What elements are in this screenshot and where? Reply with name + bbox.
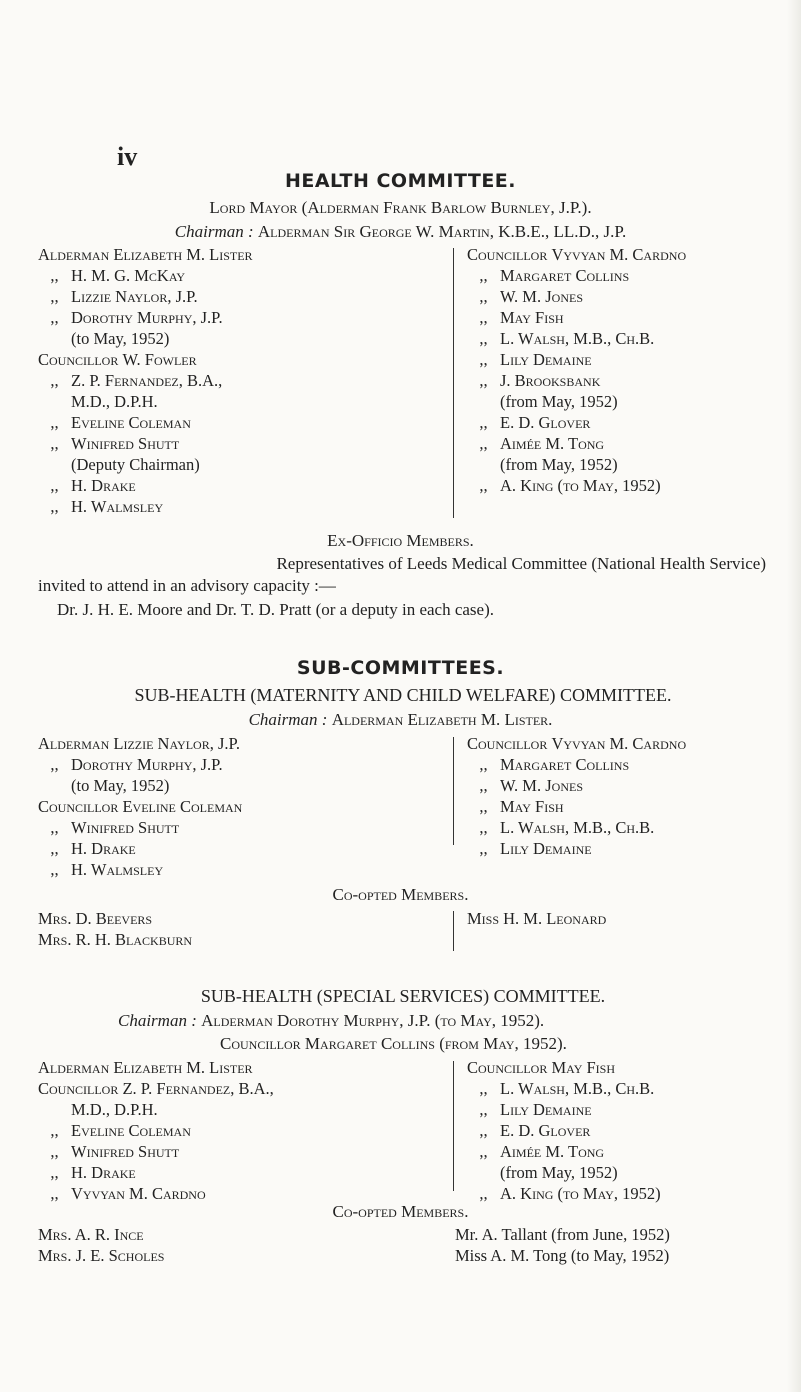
co-opted-member: Miss H. M. Leonard bbox=[467, 909, 607, 928]
member-row: ,, Dorothy Murphy, J.P. bbox=[50, 308, 223, 327]
co-opted-member: Mrs. D. Beevers bbox=[38, 909, 153, 928]
column-divider bbox=[453, 248, 454, 518]
special-co-opted-heading: Co-opted Members. bbox=[332, 1202, 469, 1221]
chairman-label: Chairman : bbox=[118, 1011, 197, 1030]
member-row: Councillor Z. P. Fernandez, B.A., bbox=[38, 1079, 274, 1098]
member-row: ,, Eveline Coleman bbox=[50, 1121, 191, 1140]
chairman-name: Alderman Sir George W. Martin, K.B.E., LL.D., J.P. bbox=[257, 222, 627, 241]
representatives-line-1: Representatives of Leeds Medical Committee (National Health Service) bbox=[276, 554, 766, 573]
member-row: Councillor May Fish bbox=[467, 1058, 616, 1077]
member-row: ,, L. Walsh, M.B., Ch.B. bbox=[479, 1079, 655, 1098]
representatives-line-3: Dr. J. H. E. Moore and Dr. T. D. Pratt (or a deputy in each case). bbox=[57, 600, 495, 619]
maternity-right-column bbox=[467, 733, 686, 859]
member-row: ,, H. Walmsley bbox=[50, 497, 164, 516]
member-note: (from May, 1952) bbox=[500, 392, 618, 411]
member-note: (from May, 1952) bbox=[500, 455, 618, 474]
member-row: ,, W. M. Jones bbox=[479, 287, 583, 306]
maternity-co-opted-right bbox=[467, 908, 606, 929]
member-row: Alderman Elizabeth M. Lister bbox=[38, 245, 253, 264]
maternity-left-column bbox=[38, 733, 242, 880]
member-row: ,, Lily Demaine bbox=[479, 350, 592, 369]
member-row: ,, Winifred Shutt bbox=[50, 818, 180, 837]
member-row: ,, Z. P. Fernandez, B.A., bbox=[50, 371, 223, 390]
member-row: ,, E. D. Glover bbox=[479, 413, 591, 432]
member-row: ,, A. King (to May, 1952) bbox=[479, 1184, 661, 1203]
member-row: ,, Winifred Shutt bbox=[50, 1142, 180, 1161]
member-row: Councillor Eveline Coleman bbox=[38, 797, 243, 816]
maternity-chairman-line bbox=[0, 709, 801, 730]
member-row: ,, J. Brooksbank bbox=[479, 371, 601, 390]
member-row: ,, H. Drake bbox=[50, 839, 136, 858]
co-opted-member: Mrs. R. H. Blackburn bbox=[38, 930, 193, 949]
member-note: M.D., D.P.H. bbox=[71, 1100, 158, 1119]
special-chairman-line bbox=[118, 1010, 544, 1031]
lord-mayor-line: Lord Mayor (Alderman Frank Barlow Burnley, J.P.). bbox=[209, 198, 592, 217]
member-row: ,, Vyvyan M. Cardno bbox=[50, 1184, 206, 1203]
column-divider bbox=[453, 737, 454, 845]
maternity-co-opted-heading: Co-opted Members. bbox=[332, 885, 469, 904]
member-row: ,, Lily Demaine bbox=[479, 839, 592, 858]
member-row: ,, Margaret Collins bbox=[479, 755, 630, 774]
member-row: ,, Lily Demaine bbox=[479, 1100, 592, 1119]
member-row: ,, Winifred Shutt bbox=[50, 434, 180, 453]
member-row: Alderman Lizzie Naylor, J.P. bbox=[38, 734, 240, 753]
member-row: ,, L. Walsh, M.B., Ch.B. bbox=[479, 329, 655, 348]
member-row: ,, H. Drake bbox=[50, 476, 136, 495]
member-row: Alderman Elizabeth M. Lister bbox=[38, 1058, 253, 1077]
chairman-label: Chairman : bbox=[248, 710, 328, 729]
member-row: ,, Margaret Collins bbox=[479, 266, 630, 285]
co-opted-member: Mrs. J. E. Scholes bbox=[38, 1246, 165, 1265]
member-row: ,, May Fish bbox=[479, 308, 564, 327]
special-co-opted-left bbox=[38, 1224, 164, 1266]
co-opted-member: Miss A. M. Tong (to May, 1952) bbox=[455, 1246, 670, 1265]
member-row: ,, A. King (to May, 1952) bbox=[479, 476, 661, 495]
member-note: (to May, 1952) bbox=[71, 329, 170, 348]
chairman-label: Chairman : bbox=[174, 222, 254, 241]
maternity-co-opted-left bbox=[38, 908, 192, 950]
maternity-title: SUB-HEALTH (MATERNITY AND CHILD WELFARE) COMMITTEE. bbox=[134, 685, 672, 705]
page-number: iv bbox=[117, 142, 138, 171]
representatives-line-2: invited to attend in an advisory capacity :— bbox=[38, 576, 336, 595]
member-row: ,, H. Drake bbox=[50, 1163, 136, 1182]
co-opted-member: Mr. A. Tallant (from June, 1952) bbox=[455, 1225, 670, 1244]
special-right-column bbox=[467, 1057, 661, 1204]
member-note: (Deputy Chairman) bbox=[71, 455, 200, 474]
special-co-opted-right bbox=[455, 1224, 670, 1266]
special-services-title: SUB-HEALTH (SPECIAL SERVICES) COMMITTEE. bbox=[200, 986, 606, 1006]
member-row: ,, Lizzie Naylor, J.P. bbox=[50, 287, 198, 306]
column-divider bbox=[453, 911, 454, 951]
health-left-column bbox=[38, 244, 253, 517]
member-row: Councillor W. Fowler bbox=[38, 350, 197, 369]
member-note: M.D., D.P.H. bbox=[71, 392, 158, 411]
member-row: ,, H. M. G. McKay bbox=[50, 266, 186, 285]
column-divider bbox=[453, 1061, 454, 1191]
health-committee-heading: HEALTH COMMITTEE. bbox=[284, 170, 517, 192]
special-chairman-line-2: Councillor Margaret Collins (from May, 1952). bbox=[220, 1034, 567, 1053]
health-right-column bbox=[467, 244, 686, 496]
member-row: ,, E. D. Glover bbox=[479, 1121, 591, 1140]
special-left-column bbox=[38, 1057, 274, 1204]
chairman-name: Alderman Elizabeth M. Lister. bbox=[331, 710, 553, 729]
ex-officio-heading: Ex-Officio Members. bbox=[327, 531, 474, 550]
member-row: Councillor Vyvyan M. Cardno bbox=[467, 734, 687, 753]
member-note: (to May, 1952) bbox=[71, 776, 170, 795]
chairman-line bbox=[0, 221, 801, 242]
co-opted-member: Mrs. A. R. Ince bbox=[38, 1225, 144, 1244]
member-row: ,, Dorothy Murphy, J.P. bbox=[50, 755, 223, 774]
member-note: (from May, 1952) bbox=[500, 1163, 618, 1182]
sub-committees-heading: SUB-COMMITTEES. bbox=[296, 657, 505, 679]
member-row: ,, L. Walsh, M.B., Ch.B. bbox=[479, 818, 655, 837]
member-row: ,, H. Walmsley bbox=[50, 860, 164, 879]
member-row: ,, May Fish bbox=[479, 797, 564, 816]
member-row: ,, Eveline Coleman bbox=[50, 413, 191, 432]
member-row: Councillor Vyvyan M. Cardno bbox=[467, 245, 687, 264]
member-row: ,, W. M. Jones bbox=[479, 776, 583, 795]
chairman-name: Alderman Dorothy Murphy, J.P. (to May, 1952). bbox=[201, 1011, 545, 1030]
member-row: ,, Aimée M. Tong bbox=[479, 434, 605, 453]
member-row: ,, Aimée M. Tong bbox=[479, 1142, 605, 1161]
